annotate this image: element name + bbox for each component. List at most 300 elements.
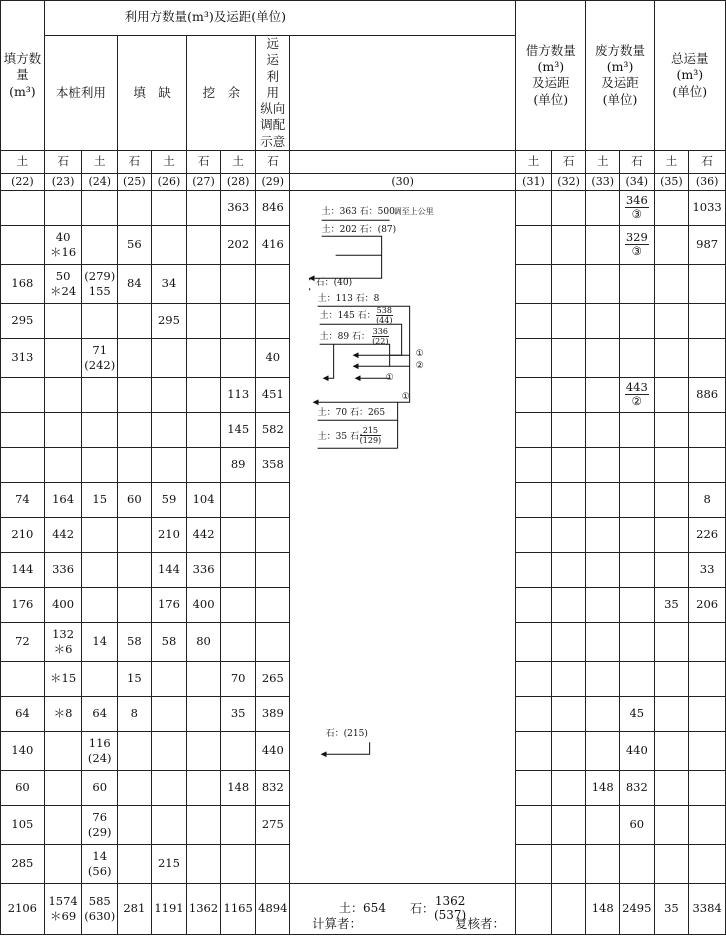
- total-cell: 2495: [620, 883, 655, 934]
- table-cell: [586, 661, 620, 696]
- fill-gap-header: 填 缺: [118, 36, 187, 151]
- table-cell: [220, 587, 256, 622]
- col-soil-31: 土: [516, 150, 552, 173]
- table-cell: [689, 303, 726, 338]
- table-cell: [551, 225, 586, 264]
- table-cell: 60: [1, 770, 45, 805]
- diagram-label: 调至上公里: [393, 207, 434, 217]
- table-cell: [118, 447, 152, 482]
- table-cell: [551, 587, 586, 622]
- table-cell: [551, 447, 586, 482]
- column-number: (34): [620, 173, 655, 190]
- diagram-label: 土：363 石：500: [321, 207, 395, 218]
- table-cell: [654, 264, 689, 303]
- diagram-label: 土：35 石：: [317, 432, 368, 443]
- table-cell: 440: [256, 731, 290, 770]
- table-cell: 72: [1, 622, 45, 661]
- table-cell: [654, 447, 689, 482]
- table-cell: [516, 587, 552, 622]
- table-cell: [516, 225, 552, 264]
- diagram-label: ①: [385, 373, 394, 384]
- table-cell: [654, 731, 689, 770]
- table-cell: [187, 696, 221, 731]
- diagram-label: 土：113 石：8: [317, 294, 380, 305]
- table-cell: 168: [1, 264, 45, 303]
- table-cell: 358: [256, 447, 290, 482]
- table-cell: [44, 844, 82, 883]
- table-cell: [516, 517, 552, 552]
- table-cell: [220, 303, 256, 338]
- table-cell: [118, 517, 152, 552]
- table-cell: [654, 190, 689, 225]
- table-cell: 176: [151, 587, 187, 622]
- col-stone-36: 石: [689, 150, 726, 173]
- table-cell: [689, 412, 726, 447]
- table-cell: [151, 447, 187, 482]
- table-cell: [220, 731, 256, 770]
- table-cell: 58: [118, 622, 152, 661]
- table-cell: [654, 517, 689, 552]
- table-cell: [551, 338, 586, 377]
- table-cell: [516, 264, 552, 303]
- col-soil-33: 土: [586, 150, 620, 173]
- table-cell: [620, 303, 655, 338]
- table-cell: [516, 731, 552, 770]
- far-use-total: 土：654 石： 1362 (537): [290, 883, 516, 934]
- table-cell: [516, 338, 552, 377]
- table-cell: 389: [256, 696, 290, 731]
- table-cell: [586, 482, 620, 517]
- table-cell: 104: [187, 482, 221, 517]
- table-cell: [256, 517, 290, 552]
- table-cell: 60: [118, 482, 152, 517]
- signature-footer: [0, 912, 726, 934]
- table-cell: [654, 622, 689, 661]
- table-cell: [586, 844, 620, 883]
- table-cell: [118, 338, 152, 377]
- cut-surplus-header: 挖 余: [187, 36, 256, 151]
- table-cell: [187, 412, 221, 447]
- table-cell: 336: [187, 552, 221, 587]
- fill-quantity-header: 填方数量 (m³): [1, 1, 45, 151]
- table-cell: 33: [689, 552, 726, 587]
- table-cell: 210: [1, 517, 45, 552]
- table-cell: [551, 661, 586, 696]
- total-cell: 35: [654, 883, 689, 934]
- table-cell: 832: [256, 770, 290, 805]
- table-cell: [44, 377, 82, 412]
- table-cell: [586, 622, 620, 661]
- table-cell: [689, 770, 726, 805]
- use-group-header: 利用方数量(m³)及运距(单位): [290, 1, 516, 36]
- table-cell: [82, 587, 118, 622]
- table-cell: [1, 447, 45, 482]
- table-cell: [118, 844, 152, 883]
- table-cell: [516, 844, 552, 883]
- table-cell: 15: [118, 661, 152, 696]
- table-cell: [551, 696, 586, 731]
- table-cell: [1, 377, 45, 412]
- table-cell: [151, 225, 187, 264]
- col-stone-23: 石: [44, 150, 82, 173]
- table-cell: [551, 303, 586, 338]
- table-cell: [187, 731, 221, 770]
- table-cell: 80: [187, 622, 221, 661]
- table-cell: [654, 303, 689, 338]
- table-cell: [654, 377, 689, 412]
- table-cell: [151, 190, 187, 225]
- table-cell: 144: [1, 552, 45, 587]
- table-cell: [586, 552, 620, 587]
- calculator-label: 计算者：: [312, 916, 363, 931]
- table-cell: [586, 412, 620, 447]
- total-cell: 1362: [187, 883, 221, 934]
- table-cell: [118, 587, 152, 622]
- table-cell: 886: [689, 377, 726, 412]
- column-number: (35): [654, 173, 689, 190]
- table-cell: [586, 731, 620, 770]
- table-cell: [586, 338, 620, 377]
- table-cell: [1, 412, 45, 447]
- col-stone-32: 石: [551, 150, 586, 173]
- column-number: (24): [82, 173, 118, 190]
- table-cell: [551, 517, 586, 552]
- table-cell: 164: [44, 482, 82, 517]
- table-cell: [516, 303, 552, 338]
- table-cell: 295: [151, 303, 187, 338]
- table-cell: (279) 155: [82, 264, 118, 303]
- table-cell: [689, 805, 726, 844]
- diagram-label: 石：(215): [325, 729, 368, 740]
- table-cell: ＊15: [44, 661, 82, 696]
- table-cell: 8: [689, 482, 726, 517]
- total-cell: 148: [586, 883, 620, 934]
- table-cell: [220, 805, 256, 844]
- table-cell: [516, 190, 552, 225]
- column-number: (32): [551, 173, 586, 190]
- table-cell: [551, 770, 586, 805]
- table-cell: [82, 661, 118, 696]
- table-cell: [689, 622, 726, 661]
- own-use-header: 本桩利用: [44, 36, 117, 151]
- table-cell: 275: [256, 805, 290, 844]
- table-cell: [586, 377, 620, 412]
- table-cell: [82, 225, 118, 264]
- table-cell: 59: [151, 482, 187, 517]
- table-cell: 84: [118, 264, 152, 303]
- table-cell: [620, 482, 655, 517]
- table-cell: [654, 844, 689, 883]
- table-cell: [620, 552, 655, 587]
- table-cell: [516, 805, 552, 844]
- table-cell: 144: [151, 552, 187, 587]
- table-cell: 35: [220, 696, 256, 731]
- table-cell: 148: [586, 770, 620, 805]
- table-cell: [516, 377, 552, 412]
- total-header: 总运量 (m³) (单位): [654, 1, 725, 151]
- col-soil-26: 土: [151, 150, 187, 173]
- table-cell: [220, 482, 256, 517]
- table-cell: [1, 661, 45, 696]
- table-cell: [44, 190, 82, 225]
- table-cell: [620, 412, 655, 447]
- total-cell: 281: [118, 883, 152, 934]
- table-cell: [654, 338, 689, 377]
- table-cell: 148: [220, 770, 256, 805]
- diagram-fraction: $\frac{538}{(44)}$: [376, 306, 393, 326]
- table-cell: [187, 661, 221, 696]
- diagram-label: 土：70 石：265: [317, 408, 386, 419]
- table-cell: 74: [1, 482, 45, 517]
- table-cell: [187, 338, 221, 377]
- total-cell: 1165: [220, 883, 256, 934]
- diagram-label: 土：145 石：: [319, 311, 376, 322]
- table-cell: [256, 482, 290, 517]
- table-cell: 14 (56): [82, 844, 118, 883]
- table-cell: [551, 482, 586, 517]
- table-cell: [516, 447, 552, 482]
- table-cell: [516, 622, 552, 661]
- table-cell: 45: [620, 696, 655, 731]
- table-cell: 582: [256, 412, 290, 447]
- table-cell: [516, 412, 552, 447]
- table-cell: [118, 731, 152, 770]
- table-cell: [220, 517, 256, 552]
- table-cell: [620, 622, 655, 661]
- diagram-label: ②: [415, 361, 424, 372]
- table-cell: 987: [689, 225, 726, 264]
- column-number: (25): [118, 173, 152, 190]
- diagram-fraction: $\frac{215}{(129)}$: [359, 426, 382, 446]
- col-stone-25: 石: [118, 150, 152, 173]
- table-cell: [187, 377, 221, 412]
- table-cell: 210: [151, 517, 187, 552]
- table-cell: 64: [82, 696, 118, 731]
- table-cell: 285: [1, 844, 45, 883]
- column-number: (36): [689, 173, 726, 190]
- table-cell: $\frac{329}{\text{③}}$: [620, 225, 655, 264]
- table-cell: 8: [118, 696, 152, 731]
- table-cell: 313: [1, 338, 45, 377]
- table-cell: [256, 587, 290, 622]
- table-cell: [689, 731, 726, 770]
- table-cell: [586, 447, 620, 482]
- table-cell: [187, 447, 221, 482]
- table-cell: 416: [256, 225, 290, 264]
- table-cell: 50 ＊24: [44, 264, 82, 303]
- table-cell: [586, 264, 620, 303]
- table-cell: [689, 338, 726, 377]
- table-cell: 71 (242): [82, 338, 118, 377]
- table-cell: [220, 264, 256, 303]
- table-cell: [187, 190, 221, 225]
- table-cell: [44, 412, 82, 447]
- table-cell: [586, 190, 620, 225]
- column-number: (27): [187, 173, 221, 190]
- table-cell: [151, 377, 187, 412]
- reviewer-label: 复核者：: [455, 916, 506, 931]
- table-cell: [256, 264, 290, 303]
- table-cell: [689, 447, 726, 482]
- table-cell: 336: [44, 552, 82, 587]
- table-cell: [187, 805, 221, 844]
- table-cell: [551, 190, 586, 225]
- table-cell: [620, 661, 655, 696]
- table-cell: 363: [220, 190, 256, 225]
- table-cell: [516, 770, 552, 805]
- table-cell: [586, 303, 620, 338]
- table-cell: [620, 517, 655, 552]
- table-cell: 440: [620, 731, 655, 770]
- column-number: (22): [1, 173, 45, 190]
- table-cell: 1033: [689, 190, 726, 225]
- table-cell: 400: [44, 587, 82, 622]
- col-soil-35: 土: [654, 150, 689, 173]
- table-cell: [551, 552, 586, 587]
- table-cell: [620, 844, 655, 883]
- table-cell: 176: [1, 587, 45, 622]
- table-cell: 60: [82, 770, 118, 805]
- col-blank-30: [290, 150, 516, 173]
- table-cell: 34: [151, 264, 187, 303]
- table-cell: [551, 622, 586, 661]
- total-cell: 2106: [1, 883, 45, 934]
- table-cell: [118, 770, 152, 805]
- table-cell: [516, 661, 552, 696]
- table-cell: [187, 225, 221, 264]
- table-cell: [187, 303, 221, 338]
- table-cell: [151, 696, 187, 731]
- table-cell: [151, 661, 187, 696]
- table-cell: [118, 303, 152, 338]
- table-cell: [151, 731, 187, 770]
- table-cell: 35: [654, 587, 689, 622]
- column-number: (23): [44, 173, 82, 190]
- table-cell: [516, 696, 552, 731]
- diagram-label: ①: [415, 349, 424, 360]
- col-soil-22: 土: [1, 150, 45, 173]
- total-cell: 585 (630): [82, 883, 118, 934]
- diagram-label: 土：89 石：: [319, 332, 370, 343]
- table-cell: [82, 447, 118, 482]
- table-cell: [586, 696, 620, 731]
- table-cell: [187, 770, 221, 805]
- table-cell: [689, 661, 726, 696]
- table-cell: [551, 264, 586, 303]
- table-cell: [1, 190, 45, 225]
- table-cell: 206: [689, 587, 726, 622]
- col-soil-28: 土: [220, 150, 256, 173]
- table-cell: [118, 552, 152, 587]
- table-cell: [82, 303, 118, 338]
- table-cell: 56: [118, 225, 152, 264]
- table-cell: [44, 338, 82, 377]
- table-cell: 58: [151, 622, 187, 661]
- table-cell: [82, 552, 118, 587]
- table-cell: [82, 377, 118, 412]
- table-cell: 70: [220, 661, 256, 696]
- col-soil-24: 土: [82, 150, 118, 173]
- table-cell: [551, 844, 586, 883]
- table-cell: 202: [220, 225, 256, 264]
- table-cell: 15: [82, 482, 118, 517]
- far-use-header: 远 运 利 用 纵向调配示意: [256, 36, 290, 151]
- table-cell: 89: [220, 447, 256, 482]
- table-cell: [654, 661, 689, 696]
- table-cell: 145: [220, 412, 256, 447]
- diagram-label: 石：(40): [315, 278, 353, 289]
- table-cell: [689, 696, 726, 731]
- table-cell: [654, 412, 689, 447]
- table-cell: $\frac{443}{\text{②}}$: [620, 377, 655, 412]
- table-cell: ＊8: [44, 696, 82, 731]
- table-cell: $\frac{346}{\text{③}}$: [620, 190, 655, 225]
- table-cell: 442: [44, 517, 82, 552]
- table-cell: 265: [256, 661, 290, 696]
- column-number: (31): [516, 173, 552, 190]
- table-cell: 226: [689, 517, 726, 552]
- table-cell: [256, 622, 290, 661]
- table-cell: [118, 805, 152, 844]
- table-cell: [620, 587, 655, 622]
- column-number: (29): [256, 173, 290, 190]
- table-cell: [220, 622, 256, 661]
- table-cell: [689, 844, 726, 883]
- table-cell: [220, 552, 256, 587]
- table-cell: [620, 447, 655, 482]
- table-cell: [551, 731, 586, 770]
- table-cell: [654, 805, 689, 844]
- table-cell: [187, 264, 221, 303]
- col-stone-29: 石: [256, 150, 290, 173]
- table-cell: [654, 225, 689, 264]
- table-cell: 40: [256, 338, 290, 377]
- table-cell: 832: [620, 770, 655, 805]
- total-cell: 1574 ＊69: [44, 883, 82, 934]
- table-cell: [586, 517, 620, 552]
- table-cell: 442: [187, 517, 221, 552]
- table-cell: [654, 770, 689, 805]
- table-cell: [654, 482, 689, 517]
- table-cell: [44, 805, 82, 844]
- table-cell: [551, 377, 586, 412]
- table-cell: 40 ＊16: [44, 225, 82, 264]
- table-cell: 116 (24): [82, 731, 118, 770]
- table-cell: 132 ＊6: [44, 622, 82, 661]
- borrow-header: 借方数量 (m³) 及运距 (单位): [516, 1, 586, 151]
- table-cell: [82, 412, 118, 447]
- table-cell: [220, 338, 256, 377]
- table-cell: 14: [82, 622, 118, 661]
- table-cell: 295: [1, 303, 45, 338]
- table-cell: [220, 844, 256, 883]
- table-cell: [151, 412, 187, 447]
- diagram-label: 土：202 石：(87): [321, 225, 397, 236]
- table-cell: [689, 264, 726, 303]
- table-cell: [586, 805, 620, 844]
- table-cell: [586, 225, 620, 264]
- table-cell: 846: [256, 190, 290, 225]
- table-cell: 140: [1, 731, 45, 770]
- table-cell: [654, 696, 689, 731]
- table-cell: [82, 517, 118, 552]
- table-cell: [82, 190, 118, 225]
- table-cell: [516, 552, 552, 587]
- column-number: (26): [151, 173, 187, 190]
- total-cell: 4894: [256, 883, 290, 934]
- table-cell: [620, 264, 655, 303]
- table-cell: [118, 412, 152, 447]
